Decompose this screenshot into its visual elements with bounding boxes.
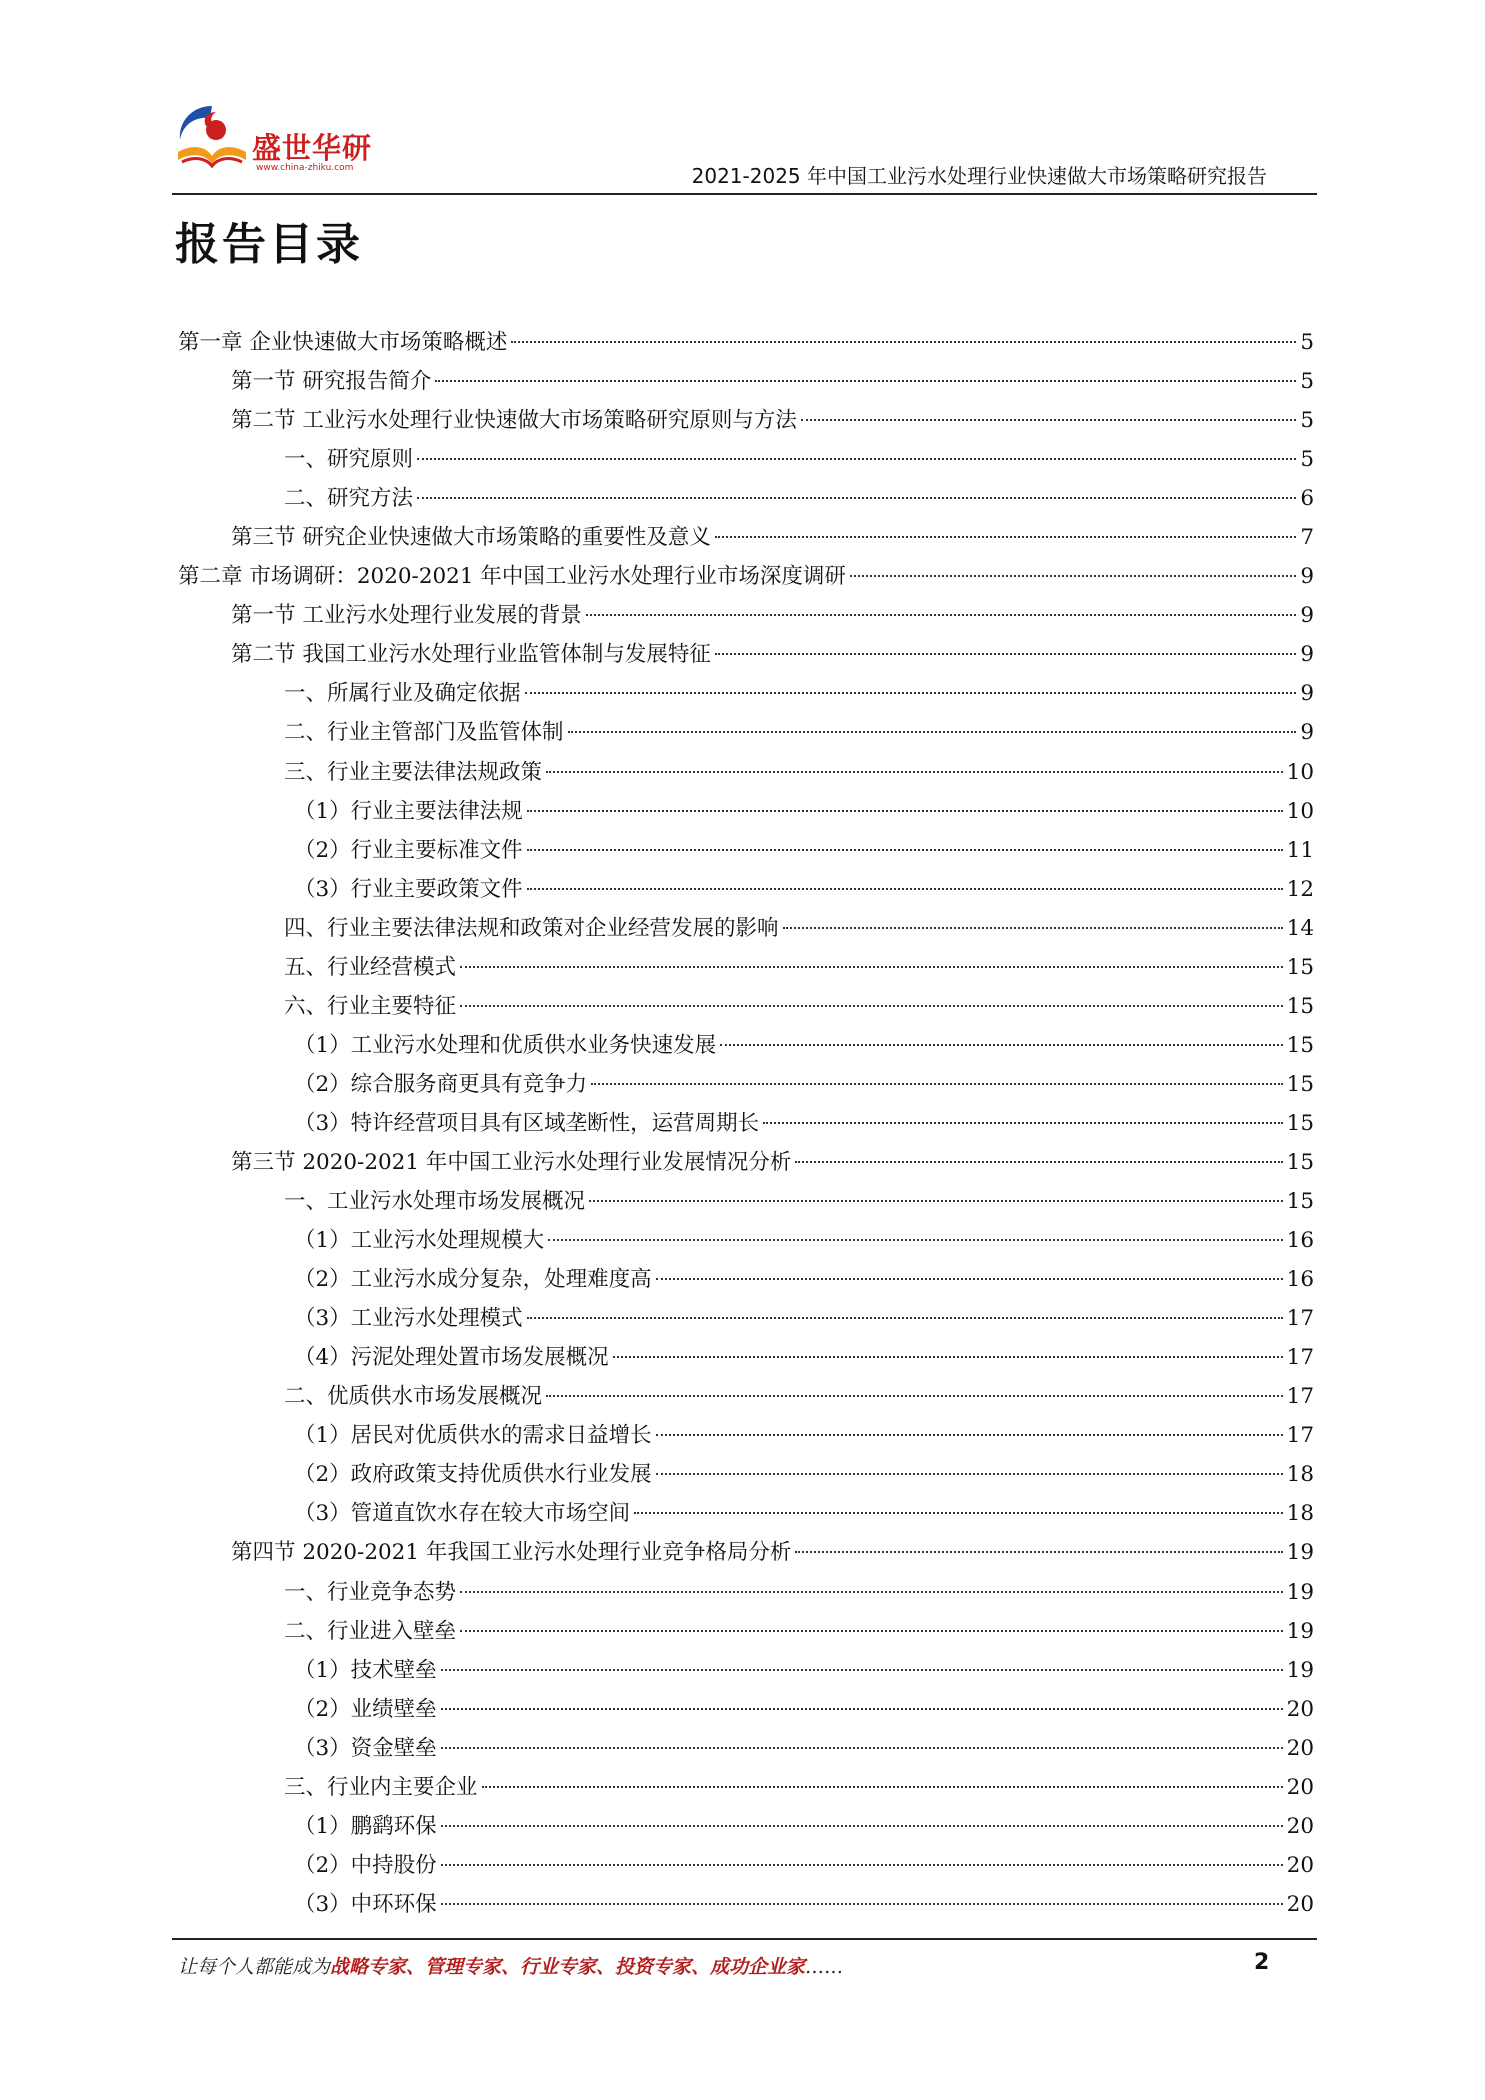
toc-dot-leader [527,888,1283,890]
toc-dot-leader [527,810,1283,812]
toc-entry-page: 9 [1300,564,1314,590]
toc-dot-leader [460,1591,1283,1593]
toc-entry[interactable] [178,1573,1314,1612]
toc-entry[interactable] [178,1612,1314,1651]
toc-entry-page: 20 [1286,1891,1314,1917]
toc-entry-title: 二、优质供水市场发展概况 [284,1384,543,1410]
toc-entry-page: 19 [1286,1540,1314,1566]
toc-entry-page: 5 [1300,330,1314,355]
toc-dot-leader [715,653,1296,655]
toc-entry-title: （1）工业污水处理和优质供水业务快速发展 [294,1032,717,1058]
toc-entry[interactable] [178,1768,1314,1807]
toc-entry-title: （2）政府政策支持优质供水行业发展 [294,1462,652,1488]
toc-entry[interactable] [178,987,1314,1026]
toc-dot-leader [441,1708,1283,1710]
toc-dot-leader [656,1278,1283,1280]
toc-entry[interactable] [178,831,1314,870]
logo-emblem-icon [172,100,252,180]
toc-dot-leader [482,1786,1283,1788]
toc-entry-title: 第一章 企业快速做大市场策略概述 [178,330,508,355]
toc-entry-title: （1）居民对优质供水的需求日益增长 [294,1423,652,1449]
toc-dot-leader [511,341,1296,343]
toc-entry-page: 16 [1286,1228,1314,1254]
toc-entry-page: 12 [1286,876,1314,902]
toc-entry-title: （3）管道直饮水存在较大市场空间 [294,1501,631,1527]
toc-entry-page: 5 [1300,447,1314,473]
toc-entry[interactable] [178,635,1314,674]
toc-entry-title: 四、行业主要法律法规和政策对企业经营发展的影响 [284,915,779,941]
toc-entry-title: （4）污泥处理处置市场发展概况 [294,1345,609,1371]
footer-divider [172,1938,1317,1940]
toc-entry[interactable] [178,1104,1314,1143]
toc-entry[interactable] [178,753,1314,792]
toc-entry[interactable] [178,948,1314,987]
toc-entry-title: （3）资金壁垒 [294,1735,437,1761]
toc-entry-page: 18 [1286,1462,1314,1488]
toc-entry-page: 11 [1286,837,1314,863]
toc-dot-leader [441,1903,1283,1905]
toc-entry-page: 9 [1300,642,1314,668]
toc-dot-leader [546,1395,1283,1397]
toc-entry-page: 20 [1286,1852,1314,1878]
toc-entry-page: 15 [1286,993,1314,1019]
toc-dot-leader [417,458,1296,460]
toc-entry-title: （2）业绩壁垒 [294,1696,437,1722]
toc-entry[interactable] [178,1885,1314,1924]
toc-entry-title: 第二节 我国工业污水处理行业监管体制与发展特征 [231,642,711,668]
toc-entry-title: 第三节 研究企业快速做大市场策略的重要性及意义 [231,525,711,551]
toc-entry-page: 9 [1300,720,1314,746]
toc-entry[interactable] [178,362,1314,401]
toc-entry-title: 二、研究方法 [284,486,414,512]
toc-entry-page: 15 [1286,1071,1314,1097]
toc-entry-title: （1）鹏鹞环保 [294,1813,437,1839]
toc-entry-page: 20 [1286,1774,1314,1800]
toc-entry-page: 20 [1286,1813,1314,1839]
toc-entry-page: 19 [1286,1579,1314,1605]
toc-entry-title: 第三节 2020-2021 年中国工业污水处理行业发展情况分析 [231,1149,792,1175]
toc-entry[interactable] [178,909,1314,948]
toc-dot-leader [783,927,1283,929]
toc-entry-title: （2）中持股份 [294,1852,437,1878]
toc-entry-page: 16 [1286,1267,1314,1293]
toc-dot-leader [460,1005,1283,1007]
toc-entry[interactable] [178,1494,1314,1533]
toc-entry[interactable] [178,557,1314,596]
toc-entry-page: 18 [1286,1501,1314,1527]
toc-dot-leader [795,1551,1282,1553]
toc-dot-leader [591,1083,1282,1085]
toc-dot-leader [850,575,1296,577]
toc-entry-title: 六、行业主要特征 [284,993,457,1019]
toc-entry-title: （3）中环环保 [294,1891,437,1917]
toc-entry[interactable] [178,1651,1314,1690]
toc-entry-title: 一、工业污水处理市场发展概况 [284,1189,586,1215]
toc-entry[interactable] [178,440,1314,479]
toc-dot-leader [763,1122,1282,1124]
toc-entry-title: （1）工业污水处理规模大 [294,1228,545,1254]
toc-entry[interactable] [178,479,1314,518]
toc-entry-page: 20 [1286,1696,1314,1722]
toc-entry-title: （1）技术壁垒 [294,1657,437,1683]
toc-dot-leader [548,1239,1282,1241]
toc-entry-title: 第四节 2020-2021 年我国工业污水处理行业竞争格局分析 [231,1540,792,1566]
toc-dot-leader [525,692,1297,694]
toc-entry[interactable] [178,1143,1314,1182]
toc-dot-leader [460,966,1283,968]
toc-entry[interactable] [178,1299,1314,1338]
toc-entry-title: （3）行业主要政策文件 [294,876,523,902]
toc-entry-title: （2）综合服务商更具有竞争力 [294,1071,588,1097]
toc-entry[interactable] [178,1182,1314,1221]
toc-dot-leader [634,1512,1282,1514]
page-title: 报告目录 [175,219,363,270]
toc-entry-title: （1）行业主要法律法规 [294,798,523,824]
toc-dot-leader [441,1669,1283,1671]
toc-entry-title: 第二章 市场调研：2020-2021 年中国工业污水处理行业市场深度调研 [178,564,846,590]
toc-entry-page: 15 [1286,1149,1314,1175]
slogan-highlight: 战略专家、管理专家、行业专家、投资专家、成功企业家 [330,1956,806,1978]
toc-entry-page: 9 [1300,603,1314,629]
toc-entry[interactable] [178,1533,1314,1572]
toc-entry-page: 7 [1300,525,1314,551]
toc-entry-page: 5 [1300,408,1314,434]
toc-entry-page: 10 [1286,798,1314,824]
toc-entry-title: 一、所属行业及确定依据 [284,681,521,707]
logo-name: 盛世华研 [252,131,373,165]
toc-entry[interactable] [178,1221,1314,1260]
toc-dot-leader [589,1200,1283,1202]
toc-entry-page: 17 [1286,1423,1314,1449]
toc-dot-leader [527,1317,1283,1319]
toc-entry-page: 17 [1286,1384,1314,1410]
toc-entry[interactable] [178,674,1314,713]
logo-url: www.china-zhiku.com [256,163,354,173]
company-logo [172,100,412,180]
slogan-suffix: …… [805,1956,844,1978]
toc-dot-leader [417,497,1296,499]
toc-dot-leader [460,1630,1283,1632]
toc-dot-leader [527,849,1283,851]
toc-entry-page: 15 [1286,1110,1314,1136]
toc-entry[interactable] [178,870,1314,909]
toc-entry-title: （2）工业污水成分复杂，处理难度高 [294,1267,652,1293]
toc-entry-title: 五、行业经营模式 [284,954,457,980]
toc-entry-page: 9 [1300,681,1314,707]
toc-entry[interactable] [178,1807,1314,1846]
toc-entry[interactable] [178,1065,1314,1104]
toc-entry-title: 三、行业内主要企业 [284,1774,478,1800]
toc-entry-page: 5 [1300,369,1314,395]
toc-entry-title: 第二节 工业污水处理行业快速做大市场策略研究原则与方法 [231,408,797,434]
toc-dot-leader [795,1161,1282,1163]
toc-dot-leader [656,1473,1283,1475]
toc-entry-title: 二、行业主管部门及监管体制 [284,720,564,746]
toc-dot-leader [441,1747,1283,1749]
toc-entry-title: 二、行业进入壁垒 [284,1618,457,1644]
toc-entry-page: 19 [1286,1618,1314,1644]
toc-dot-leader [720,1044,1282,1046]
toc-dot-leader [715,536,1296,538]
toc-dot-leader [435,380,1296,382]
toc-entry[interactable] [178,1338,1314,1377]
toc-entry[interactable] [178,1846,1314,1885]
toc-entry-page: 20 [1286,1735,1314,1761]
toc-entry-title: 一、行业竞争态势 [284,1579,457,1605]
page-number: 2 [1254,1950,1270,1975]
toc-entry-page: 19 [1286,1657,1314,1683]
toc-entry-page: 15 [1286,954,1314,980]
toc-entry[interactable] [178,518,1314,557]
toc-entry-page: 17 [1286,1345,1314,1371]
toc-dot-leader [801,419,1296,421]
toc-entry[interactable] [178,1455,1314,1494]
toc-dot-leader [613,1356,1283,1358]
toc-dot-leader [568,731,1297,733]
toc-entry-title: （3）特许经营项目具有区域垄断性，运营周期长 [294,1110,760,1136]
toc-dot-leader [546,771,1283,773]
footer-slogan [178,1952,843,1979]
toc-entry-title: 一、研究原则 [284,447,414,473]
toc-dot-leader [441,1825,1283,1827]
header-divider [172,193,1317,195]
toc-entry-page: 17 [1286,1306,1314,1332]
toc-entry-title: 第一节 工业污水处理行业发展的背景 [231,603,582,629]
toc-entry-page: 15 [1286,1032,1314,1058]
toc-entry[interactable] [178,323,1314,362]
table-of-contents [178,323,1314,1924]
toc-entry[interactable] [178,1260,1314,1299]
toc-entry-page: 6 [1300,486,1314,512]
toc-entry[interactable] [178,792,1314,831]
toc-entry-page: 10 [1286,759,1314,785]
toc-entry[interactable] [178,1026,1314,1065]
toc-entry-title: 第一节 研究报告简介 [231,369,432,395]
toc-entry-title: 三、行业主要法律法规政策 [284,759,543,785]
toc-entry[interactable] [178,596,1314,635]
toc-entry[interactable] [178,401,1314,440]
toc-entry[interactable] [178,1690,1314,1729]
page-header [0,0,1485,200]
slogan-prefix: 让每个人都能成为 [178,1956,331,1978]
toc-entry-page: 15 [1286,1189,1314,1215]
toc-dot-leader [441,1864,1283,1866]
toc-entry[interactable] [178,1729,1314,1768]
report-title: 2021-2025 年中国工业污水处理行业快速做大市场策略研究报告 [691,164,1267,188]
toc-dot-leader [586,614,1296,616]
toc-dot-leader [656,1434,1283,1436]
toc-entry-page: 14 [1286,915,1314,941]
toc-entry-title: （2）行业主要标准文件 [294,837,523,863]
toc-entry[interactable] [178,1377,1314,1416]
toc-entry[interactable] [178,1416,1314,1455]
toc-entry[interactable] [178,713,1314,752]
toc-entry-title: （3）工业污水处理模式 [294,1306,523,1332]
